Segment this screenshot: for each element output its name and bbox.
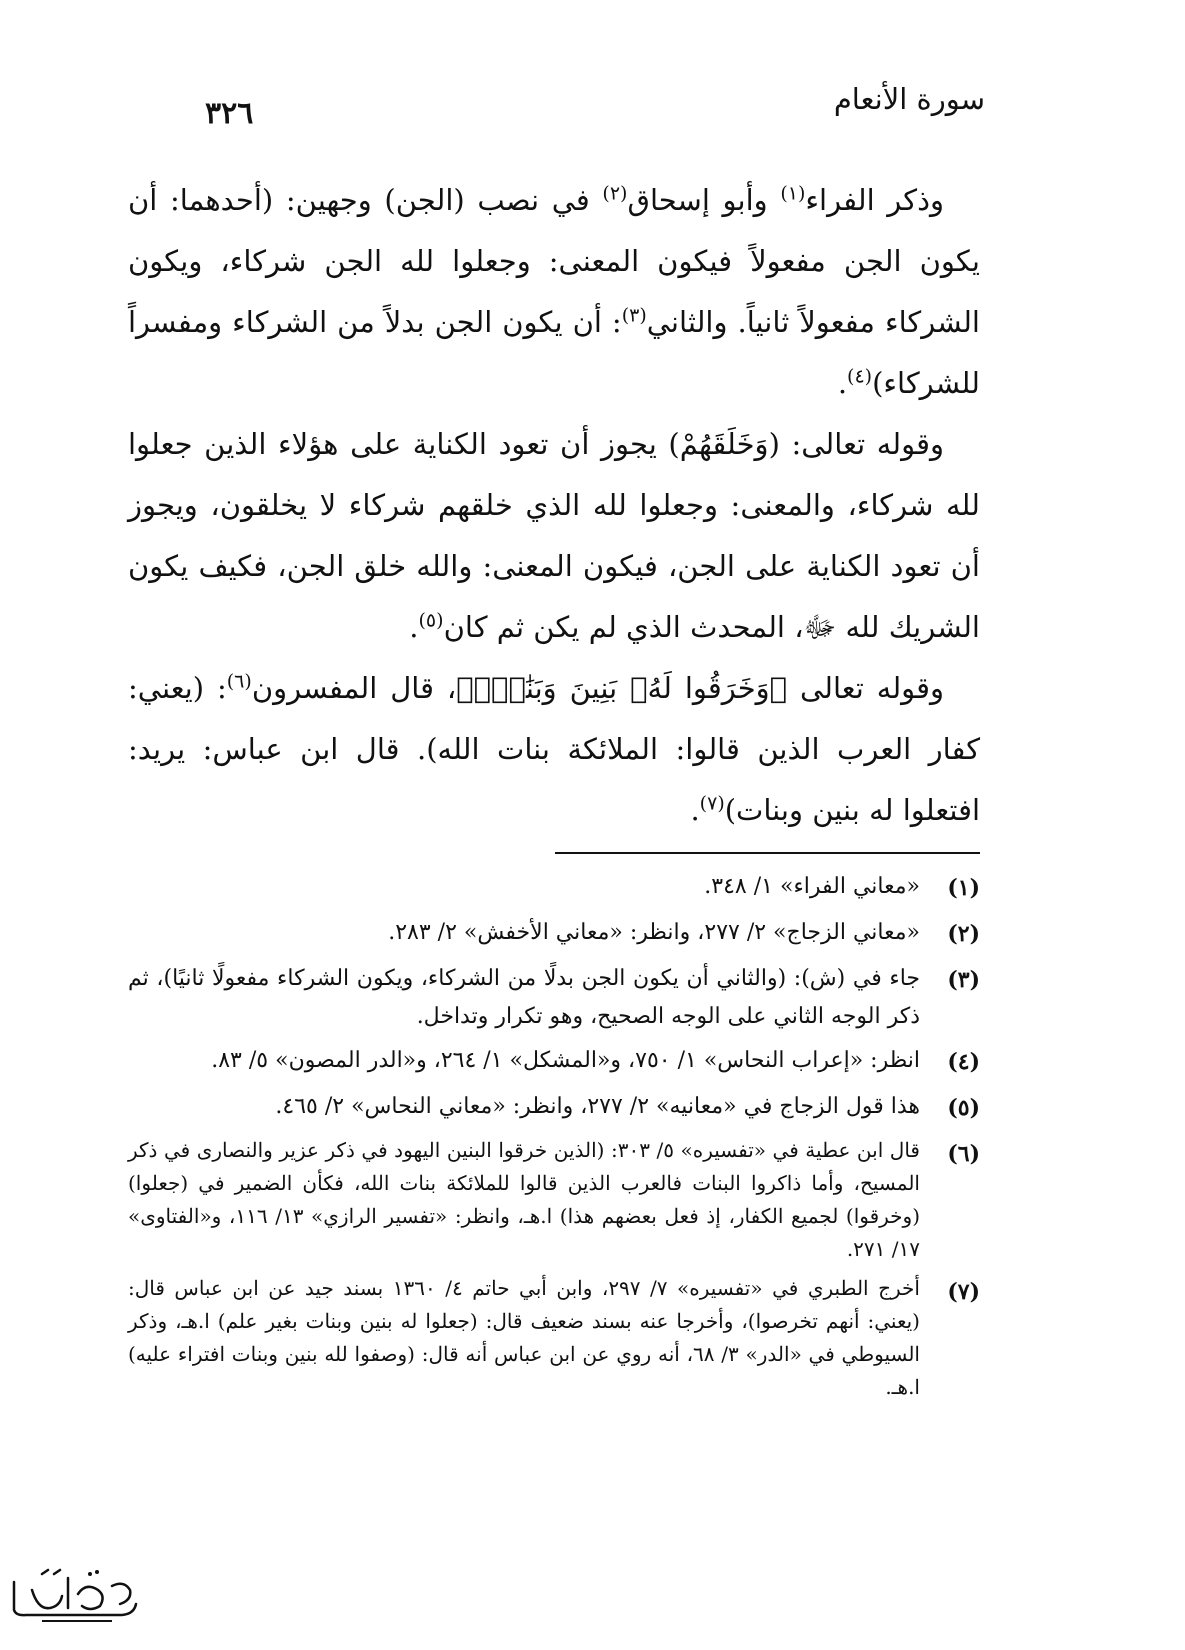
footnote-number: (٥)	[947, 1095, 980, 1121]
footnote-reference[interactable]: (٣)	[621, 304, 647, 327]
footnote-text: أخرج الطبري في «تفسيره» ٧/ ٢٩٧، وابن أبي حاتم ٤/ ١٣٦٠ بسند جيد عن ابن عباس قال: (يعني: أنهم تخرصوا)، وأخرجا عنه بسند ضعيف قال: (جعلوا له بنين وبنات بغير علم) ا.هـ، وذكر السيوطي في «الدر» ٣/ ٦٨، أنه روي عن ابن عباس أنه قال: (وصفوا لله بنين وبنات افتراء عليه) ا.هـ.	[128, 1276, 920, 1399]
footnote-text: هذا قول الزجاج في «معانيه» ٢/ ٢٧٧، وانظر: «معاني النحاس» ٢/ ٤٦٥.	[275, 1094, 920, 1119]
footnote-text: قال ابن عطية في «تفسيره» ٥/ ٣٠٣: (الذين خرقوا البنين اليهود في ذكر عزير والنصارى في ذكر المسيح، وأما ذاكروا البنات فالعرب الذين قالوا للملائكة بنات الله، فكأن الضمير في (جعلوا) (وخرقوا) لجميع الكفار، إذ فعل بعضهم هذا) ا.هـ، وانظر: «تفسير الرازي» ١٣/ ١١٦، و«الفتاوى» ١٧/ ٢٧١.	[128, 1138, 920, 1261]
page-number: ٣٢٦	[205, 96, 254, 131]
body-paragraph	[128, 658, 980, 841]
footnote-text: جاء في (ش): (والثاني أن يكون الجن بدلًا من الشركاء، ويكون الشركاء مفعولًا ثانيًا)، ثم ذكر الوجه الثاني على الوجه الصحيح، وهو تكرار وتداخل.	[128, 966, 920, 1029]
footnote-item	[128, 914, 980, 954]
footnote-text: انظر: «إعراب النحاس» ١/ ٧٥٠، و«المشكل» ١/ ٢٦٤، و«الدر المصون» ٥/ ٨٣.	[211, 1048, 920, 1073]
body-text-segment: .	[690, 793, 700, 827]
footnote-item	[128, 1272, 980, 1404]
footnote-reference[interactable]: (٦)	[226, 670, 252, 693]
footnote-reference[interactable]: (٢)	[602, 182, 628, 205]
body-text-segment: وأبو إسحاق	[627, 183, 781, 217]
body-text-segment: وقوله تعالى ﴿وَخَرَقُوا لَهُۥ بَنِينَ وَبَنَٰتٍۭ﴾، قال المفسرون	[251, 671, 945, 705]
footnote-reference[interactable]: (٧)	[699, 792, 725, 815]
body-paragraph	[128, 170, 980, 414]
body-paragraph	[128, 414, 980, 658]
footnote-number: (٧)	[947, 1279, 980, 1305]
footnote-item	[128, 1042, 980, 1082]
footnote-reference[interactable]: (٥)	[418, 609, 444, 632]
main-text	[128, 170, 980, 841]
body-text-segment: : (يعني: كفار العرب الذين قالوا: الملائكة بنات الله). قال ابن عباس: يريد: افتعلوا له بنين وبنات)	[128, 671, 980, 827]
body-text-segment: في نصب (الجن) وجهين: (أحدهما: أن يكون الجن مفعولاً فيكون المعنى: وجعلوا لله الجن شركاء، ويكون الشركاء مفعولاً ثانياً. والثاني	[128, 183, 980, 339]
footnote-reference[interactable]: (١)	[780, 182, 806, 205]
footnote-item	[128, 868, 980, 908]
body-text-segment: وقوله تعالى: (وَخَلَقَهُمْ) يجوز أن تعود الكناية على هؤلاء الذين جعلوا لله شركاء، والمعنى: وجعلوا لله الذي خلقهم شركاء لا يخلقون، ويجوز أن تعود الكناية على الجن، فيكون المعنى: والله خلق الجن، فكيف يكون الشريك لله ﷻ، المحدث الذي لم يكن ثم كان	[128, 427, 980, 644]
body-text-segment: : أن يكون الجن بدلاً من الشركاء ومفسراً للشركاء)	[128, 305, 980, 400]
footnote-text: «معاني الفراء» ١/ ٣٤٨.	[704, 874, 920, 899]
footnote-number: (١)	[947, 875, 980, 901]
library-stamp-logo	[2, 1560, 152, 1630]
footnote-item	[128, 1088, 980, 1128]
footnote-text: «معاني الزجاج» ٢/ ٢٧٧، وانظر: «معاني الأخفش» ٢/ ٢٨٣.	[388, 920, 920, 945]
footnote-separator	[555, 852, 980, 854]
footnote-number: (٢)	[947, 921, 980, 947]
footnote-number: (٣)	[947, 967, 980, 993]
body-text-segment: .	[837, 366, 848, 400]
footnote-number: (٤)	[947, 1049, 980, 1075]
footnote-reference[interactable]: (٤)	[847, 365, 873, 388]
body-text-segment: .	[409, 610, 419, 644]
footnote-item	[128, 960, 980, 1036]
footnote-item	[128, 1134, 980, 1266]
body-text-segment: وذكر الفراء	[805, 183, 945, 217]
surah-title: سورة الأنعام	[833, 82, 985, 116]
page-header	[205, 82, 985, 142]
footnote-number: (٦)	[947, 1141, 980, 1167]
footnotes	[128, 868, 980, 1410]
